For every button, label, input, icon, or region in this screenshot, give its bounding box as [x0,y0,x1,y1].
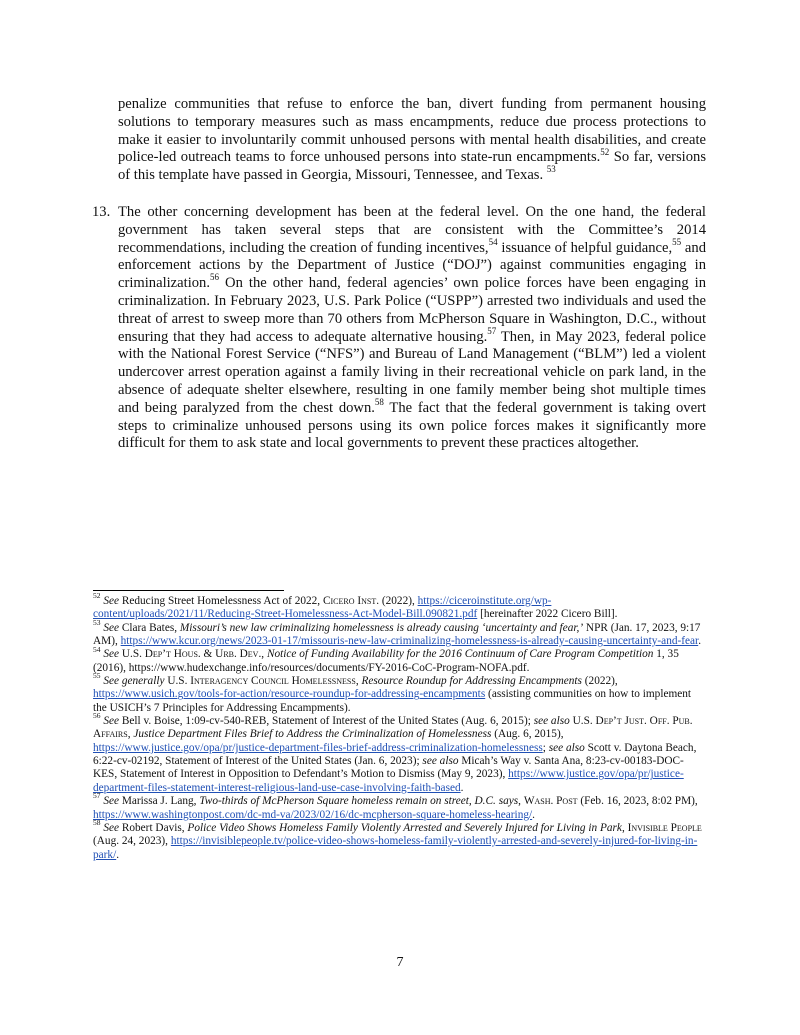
citation-text: Micah’s Way v. Santa Ana, 8:23-cv-00183-DOC-KES, Statement of Interest in Opposition to Defendant’s Motion to Dismiss (May 9, 2023), [93,755,684,781]
signal: see also [422,755,459,768]
citation-text: . [460,781,464,794]
citation-text: (2022), [379,595,418,607]
footnote-58 [93,818,707,862]
footnote-55 [93,671,707,715]
footnotes [93,591,707,862]
signal: See [103,795,120,808]
citation-text: , [127,728,134,741]
source-name: Dep’t Hous. & Urb. Dev. [144,648,262,661]
article-title: Police Video Shows Homeless Family Violently Arrested and Severely Injured for Living in Park [187,821,622,834]
paragraph-13 [92,204,706,453]
footnote-ref-57[interactable]: 57 [487,325,497,336]
signal: See [103,595,120,607]
footnote-53 [93,617,707,649]
footnote-link[interactable]: https://invisiblepeople.tv/police-video-shows-homeless-family-violently-arrested-and-severely-injured-for-living-in-park/ [93,835,698,861]
footnote-ref-56[interactable]: 56 [210,272,219,283]
citation-text: , [621,821,628,834]
citation-text: , [261,648,267,661]
paragraph-text: Then, in May 2023, federal police with the National Forest Service (“NFS”) and Bureau of Land Management (“BLM”) led a violent undercover arrest operation against a family living in their recreational vehicle on park land, in the absence of adequate shelter elsewhere, resulting in one family member being shot multiple times and being paralyzed from the chest down. [118,328,706,416]
citation-text: Marissa J. Lang, [119,795,200,808]
footnote-ref-58[interactable]: 58 [374,396,384,407]
citation-text: Scott v. Daytona Beach, 6:22-cv-02192, Statement of Interest of the United States (Jan. 6, 2023); [93,741,697,768]
citation-text: . [116,848,120,861]
footnote-number: 57 [93,791,101,801]
article-title: Two-thirds of McPherson Square homeless remain on street, D.C. says [199,795,519,808]
footnote-56 [93,711,707,795]
signal: see also [548,741,585,754]
paragraph-text: On the other hand, federal agencies’ own police forces have been engaging in criminalization. In February 2023, U.S. Park Police (“USPP”) arrested two individuals and used the threat of arrest to sweep more than 70 others from McPherson Square in Washington, D.C., without ensuring that they had access to adequate alternative housing. [118,275,706,345]
citation-text: . [698,635,702,648]
footnote-number: 54 [93,644,101,654]
source-name: Wash. Post [523,795,578,808]
page-number: 7 [396,955,404,970]
footnote-ref-55[interactable]: 55 [672,236,682,247]
article-title: Resource Roundup for Addressing Encampments [361,675,582,688]
paragraph-text: The fact that the federal government is taking overt steps to criminalize unhoused persons using its own police forces makes it significantly more difficult for them to ask state and local governments to prevent these practices altogether. [118,399,706,452]
citation-text: Bell v. Boise, 1:09-cv-540-REB, Statement of Interest of the United States (Aug. 6, 2015); [119,715,534,728]
citation-text: Robert Davis, [119,821,188,834]
paragraph-continuation [118,96,706,185]
article-title: Notice of Funding Availability for the 2016 Continuum of Care Program Competition [266,648,654,661]
footnote-link[interactable]: https://www.justice.gov/opa/pr/justice-department-files-statement-interest-religious-land-use-case-involving-faith-based [93,768,684,794]
signal: See [103,821,120,834]
footnote-link[interactable]: https://www.usich.gov/tools-for-action/resource-roundup-for-addressing-encampments [93,688,486,701]
citation-text: . [532,808,535,821]
paragraph-number: 13. [92,204,111,220]
signal: See generally [103,675,165,688]
citation-text: NPR (Jan. 17, 2023, 9:17 AM), [93,621,701,648]
paragraph-text: The other concerning development has been at the federal level. On the one hand, the federal government has taken several steps that are consistent with the Committee’s 2014 recommendations, including the creation of funding incentives, [118,204,706,256]
article-title: Missouri’s new law criminalizing homelessness is already causing ‘uncertainty and fear,’ [179,621,584,634]
paragraph-text: penalize communities that refuse to enforce the ban, divert funding from permanent housing solutions to temporary measures such as mass encampments, reduce due process protections to make it easier to involuntarily commit unhoused persons with mental health disabilities, and create police-led outreach teams to force unhoused persons into state-run encampments. [118,96,706,166]
citation-text: [hereinafter 2022 Cicero Bill]. [477,608,618,621]
footnote-ref-52[interactable]: 52 [600,146,610,157]
citation-text: Clara Bates, [119,621,180,634]
source-name: Invisible People [627,821,702,834]
footnote-link[interactable]: https://www.justice.gov/opa/pr/justice-department-files-brief-address-criminalization-homelessness [93,741,543,754]
footnote-ref-54[interactable]: 54 [488,236,498,247]
footnote-52 [93,591,707,622]
footnote-ref-53[interactable]: 53 [546,164,556,175]
footnote-separator [93,590,284,591]
article-title: Justice Department Files Brief to Address the Criminalization of Homelessness [133,728,492,741]
signal: See [103,648,120,661]
source-name: Interagency Council Homelessness [190,675,356,688]
paragraph-text: and enforcement actions by the Department of Justice (“DOJ”) against communities engaging in criminalization. [118,239,706,292]
footnote-number: 58 [93,818,101,828]
source-name: Dep’t Just. Off. Pub. Affairs [93,715,693,741]
citation-text: U.S. [119,648,145,661]
footnote-number: 55 [93,671,101,681]
footnote-number: 53 [93,617,101,627]
footnote-link[interactable]: https://ciceroinstitute.org/wp-content/uploads/2021/11/Reducing-Street-Homelessness-Act-Model-Bill.090821.pdf [93,595,552,621]
footnote-57 [93,791,707,822]
citation-text: , [355,675,362,688]
footnote-54 [93,644,707,675]
citation-text: ; [542,741,549,754]
citation-text: 1, 35 (2016), https://www.hudexchange.info/resources/documents/FY-2016-CoC-Program-NOFA.pdf. [93,648,679,674]
citation-text: Reducing Street Homelessness Act of 2022, [119,595,323,607]
signal: See [103,715,120,728]
signal: See [103,621,120,634]
citation-text: (Feb. 16, 2023, 8:02 PM), [577,795,698,808]
citation-text: U.S. [569,715,596,728]
paragraph-text: So far, versions of this template have passed in Georgia, Missouri, Tennessee, and Texas. [118,149,707,184]
paragraph-text: issuance of helpful guidance, [497,239,673,256]
citation-text: (assisting communities on how to implement the USICH’s 7 Principles for Addressing Encampments). [93,688,692,714]
footnote-number: 56 [93,711,101,721]
footnote-link[interactable]: https://www.washingtonpost.com/dc-md-va/2023/02/16/dc-mcpherson-square-homeless-hearing/ [93,808,533,821]
citation-text: , [518,795,524,808]
citation-text: (Aug. 6, 2015), [491,728,564,741]
signal: see also [533,715,570,728]
source-name: Cicero Inst. [322,595,380,607]
footnote-number: 52 [93,591,101,601]
footnote-link[interactable]: https://www.kcur.org/news/2023-01-17/missouris-new-law-criminalizing-homelessness-is-already-causing-uncertainty-and-fear [120,635,699,648]
citation-text: (Aug. 24, 2023), [93,835,171,848]
citation-text: U.S. [164,675,191,688]
citation-text: (2022), [581,675,618,688]
